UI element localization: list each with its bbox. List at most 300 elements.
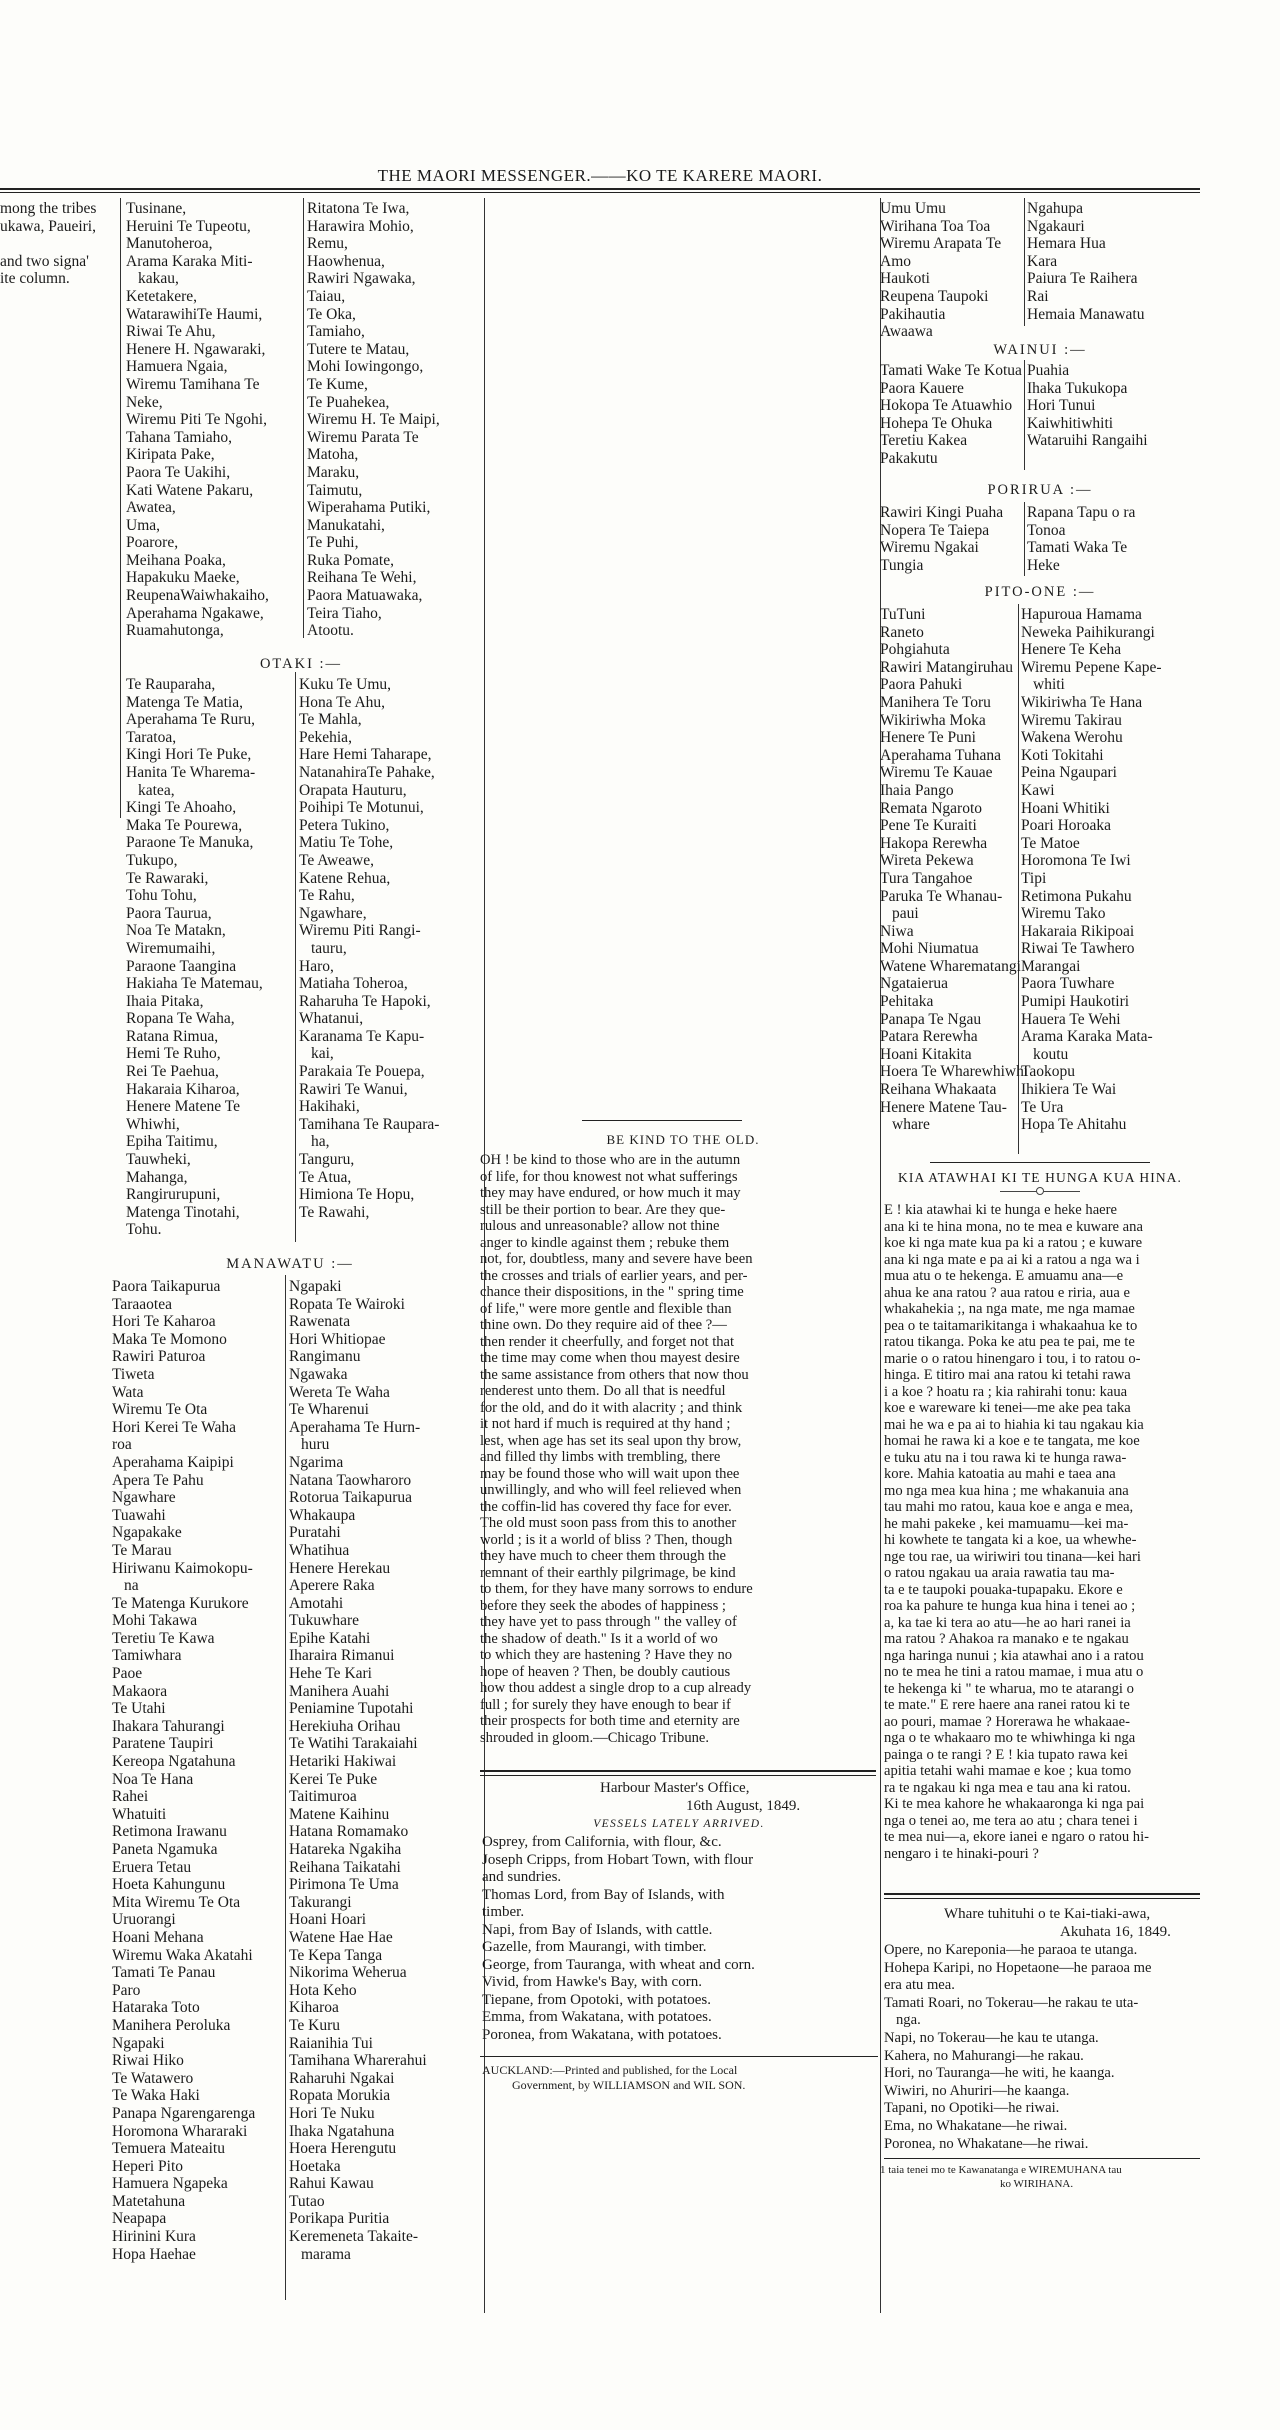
name-entry: Hoeta Kahungunu xyxy=(112,1876,226,1894)
name-entry: Apera Te Pahu xyxy=(112,1471,204,1489)
name-entry: Hori Te Nuku xyxy=(289,2104,375,2122)
name-entry: Paro xyxy=(112,1981,141,1999)
name-entry: Hoani Hoari xyxy=(289,1911,367,1929)
name-entry: Henere Matene Te xyxy=(126,1098,240,1116)
name-entry: Hoani Kitakita xyxy=(880,1045,972,1063)
article-title: BE KIND TO THE OLD. xyxy=(606,1132,760,1147)
name-entry: Matenga Tinotahi, xyxy=(126,1203,240,1221)
name-entry: kakau, xyxy=(138,270,179,288)
name-entry: Pehitaka xyxy=(880,993,934,1011)
name-entry: Karanama Te Kapu- xyxy=(299,1027,425,1045)
name-entry: Tukupo, xyxy=(126,851,178,869)
name-entry: na xyxy=(124,1577,139,1595)
article-line: for the old, and do it with alacrity ; and think xyxy=(480,1399,743,1416)
name-entry: Tohu Tohu, xyxy=(126,887,197,905)
name-entry: Ruka Pomate, xyxy=(307,551,394,569)
name-entry: ReupenaWaiwhakaiho, xyxy=(126,587,269,605)
name-entry: Matenga Te Matia, xyxy=(126,693,243,711)
kia-line: tau mahi mo ratou, kaua koe e anga e mea, xyxy=(884,1499,1134,1515)
vessel-entry: George, from Tauranga, with wheat and corn. xyxy=(482,1956,755,1973)
name-entry: Te Kepa Tanga xyxy=(289,1946,383,1964)
name-entry: Te Ura xyxy=(1021,1098,1064,1116)
name-entry: Wiremu Takirau xyxy=(1021,711,1122,729)
vessel-entry: Napi, no Tokerau—he kau te utanga. xyxy=(884,2029,1099,2046)
article-line: full ; for surely they have enough to bear if xyxy=(480,1696,731,1713)
names-list-right xyxy=(1027,200,1197,323)
kia-line: E ! kia atawhai ki te hunga e heke haere xyxy=(884,1202,1117,1218)
name-entry: Hatareka Ngakiha xyxy=(289,1841,402,1858)
name-entry: Aperahama Te Hurn- xyxy=(289,1418,421,1436)
name-entry: Aperahama Kaipipi xyxy=(112,1453,234,1471)
name-entry: Paora Kauere xyxy=(880,379,964,397)
kia-line: koe ki nga mate kua pa ki a ratou ; e kuware xyxy=(884,1235,1143,1251)
kia-line: hi kowhete te tangata ki a koe, ua whewhe- xyxy=(884,1532,1137,1548)
article-line: remnant of their earthly pilgrimage, be kind xyxy=(480,1564,736,1581)
imprint-right-line1: 1 taia tenei mo te Kawanatanga e WIREMUHANA tau xyxy=(880,2164,1122,2176)
article-line: not, for, doubtless, many and severe have been xyxy=(480,1251,753,1267)
fragment-line: ukawa, Paueiri, xyxy=(0,217,96,235)
name-entry: Kiripata Pake, xyxy=(126,446,215,464)
vessel-entry: Ema, no Whakatane—he riwai. xyxy=(884,2117,1068,2134)
kia-line: roa ka pahure te hunga kua hina i tenei ao ; xyxy=(884,1598,1136,1614)
name-entry: Ihaka Ngatahuna xyxy=(289,2122,395,2140)
name-entry: Te Watihi Tarakaiahi xyxy=(289,1735,418,1753)
name-entry: Te Puahekea, xyxy=(307,393,390,411)
name-entry: Hohepa Te Ohuka xyxy=(880,414,993,432)
name-entry: Mohi Niumatua xyxy=(880,940,979,958)
name-entry: Rawiri Te Wanui, xyxy=(299,1080,408,1098)
name-entry: Tamihana Wharerahui xyxy=(289,2052,427,2070)
wainui-list-right xyxy=(1027,362,1197,450)
name-entry: Kara xyxy=(1027,252,1058,270)
name-entry: Matoha, xyxy=(307,446,359,464)
kia-line: mai he wa e pa ai to hiahia ki tau ngakau kia xyxy=(884,1416,1144,1433)
vessel-entry: Opere, no Kareponia—he paraoa te utanga. xyxy=(884,1942,1138,1958)
name-entry: Whatuiti xyxy=(112,1805,167,1823)
name-entry: Matiaha Toheroa, xyxy=(299,975,408,993)
name-entry: Tura Tangahoe xyxy=(880,869,973,887)
article-line: chance their dispositions, in the " spring time xyxy=(480,1284,744,1300)
article-line: renderest unto them. Do all that is needful xyxy=(480,1383,726,1399)
name-entry: Mohi Takawa xyxy=(112,1612,198,1630)
vessel-entry: Tamati Roari, no Tokerau—he rakau te uta- xyxy=(884,1994,1139,2011)
section-rule xyxy=(930,1162,1150,1163)
kia-line: Ki te mea kahore he whakaaronga ki nga pai xyxy=(884,1796,1145,1812)
whare-date: Akuhata 16, 1849. xyxy=(1060,1924,1171,1940)
name-entry: Henere Te Puni xyxy=(880,729,976,747)
porirua-heading: PORIRUA :— xyxy=(987,482,1093,498)
name-entry: Hoani Mehana xyxy=(112,1928,204,1946)
article-line: it not hard if much is required at thy hand ; xyxy=(480,1416,731,1432)
otaki-list-right xyxy=(299,676,479,1221)
name-entry: Riwai Hiko xyxy=(112,2052,184,2070)
manawatu-list-right xyxy=(289,1278,477,2263)
name-entry: Hanita Te Wharema- xyxy=(126,763,256,781)
kia-line: mua atu o te hekenga. E amuamu ana—e xyxy=(884,1268,1124,1284)
name-entry: Manutoheroa, xyxy=(126,235,213,253)
name-entry: roa xyxy=(112,1436,132,1454)
name-entry: Ngawhare, xyxy=(299,904,367,922)
name-entry: Kereopa Ngatahuna xyxy=(112,1753,236,1771)
vessel-entry: Tiepane, from Opotoki, with potatoes. xyxy=(482,1991,712,2008)
kia-line: ana ki te hina mona, no te mea e kuware ana xyxy=(884,1218,1143,1235)
name-entry: Te Mahla, xyxy=(299,711,362,729)
name-entry: Aperahama Ngakawe, xyxy=(126,604,264,622)
wainui-heading: WAINUI :— xyxy=(993,342,1087,358)
name-entry: Hota Keho xyxy=(289,1981,357,1999)
name-entry: Teretiu Kakea xyxy=(880,432,968,450)
kia-line: te mate." E rere haere ana ranei ratou ki te xyxy=(884,1697,1130,1713)
name-entry: Paneta Ngamuka xyxy=(112,1841,218,1858)
name-entry: Ngarima xyxy=(289,1453,344,1471)
vessel-entry: Kahera, no Mahurangi—he rakau. xyxy=(884,2047,1084,2064)
name-entry: Rei Te Paehua, xyxy=(126,1063,219,1081)
name-entry: Uruorangi xyxy=(112,1911,176,1929)
name-entry: Wiremu Tamihana Te xyxy=(126,375,260,393)
name-entry: Nopera Te Taiepa xyxy=(880,521,990,539)
harbour-office: Harbour Master's Office, xyxy=(600,1780,750,1796)
name-entry: Poarore, xyxy=(126,534,179,552)
name-entry: Aperahama Te Ruru, xyxy=(126,711,256,729)
name-entry: Takurangi xyxy=(289,1893,352,1911)
name-entry: Raneto xyxy=(880,623,924,641)
name-entry: Wiremu H. Te Maipi, xyxy=(307,411,440,429)
name-entry: Horomona Whararaki xyxy=(112,2122,248,2140)
name-entry: Meihana Poaka, xyxy=(126,551,226,569)
article-line: OH ! be kind to those who are in the autumn xyxy=(480,1152,741,1168)
article-line: unwillingly, and who will feel relieved when xyxy=(480,1482,742,1498)
name-entry: Parakaia Te Pouepa, xyxy=(299,1063,425,1081)
vessel-entry: Vivid, from Hawke's Bay, with corn. xyxy=(482,1974,702,1990)
name-entry: Puahia xyxy=(1027,362,1070,379)
name-entry: Ropata Morukia xyxy=(289,2087,391,2105)
name-entry: Ngakauri xyxy=(1027,217,1085,235)
name-entry: Reihana Whakaata xyxy=(880,1081,997,1099)
name-entry: Te Rawaraki, xyxy=(126,869,209,887)
name-entry: Henere Te Keha xyxy=(1021,641,1122,659)
name-entry: Hakopa Rerewha xyxy=(880,834,988,852)
article-line: to which they are hastening ? Have they no xyxy=(480,1647,733,1663)
name-entry: Rawiri Ngawaka, xyxy=(307,270,416,288)
name-entry: Rangimanu xyxy=(289,1348,361,1366)
name-entry: Wiremu Tako xyxy=(1021,905,1106,923)
name-entry: Hemara Hua xyxy=(1027,235,1106,253)
name-entry: Tutao xyxy=(289,2192,325,2210)
name-entry: Tamiaho, xyxy=(307,323,365,341)
name-entry: Ketetakere, xyxy=(126,287,197,305)
name-entry: Henere Matene Tau- xyxy=(880,1098,1007,1116)
column-fragment xyxy=(0,200,120,288)
name-entry: Natana Taowharoro xyxy=(289,1471,412,1489)
name-entry: Orapata Hauturu, xyxy=(299,781,407,799)
name-entry: Tamati Wake Te Kotua xyxy=(880,362,1022,379)
name-entry: Panapa Te Ngau xyxy=(880,1010,982,1028)
name-entry: Whatihua xyxy=(289,1541,350,1559)
article-line: how thou addest a single drop to a cup already xyxy=(480,1680,752,1696)
name-entry: Puratahi xyxy=(289,1524,341,1542)
name-entry: Remu, xyxy=(307,235,348,253)
name-entry: Taraaotea xyxy=(112,1295,173,1313)
section-rule-thin xyxy=(480,1775,876,1776)
name-entry: Whatanui, xyxy=(299,1010,364,1028)
name-entry: Pumipi Haukotiri xyxy=(1021,993,1130,1011)
article-line: they have much to cheer them through the xyxy=(480,1548,726,1564)
name-entry: Hori Whitiopae xyxy=(289,1330,386,1348)
name-entry: Eruera Tetau xyxy=(112,1858,192,1876)
kia-line: a, ka tae ki tera ao atu—he ao hari ranei ia xyxy=(884,1614,1131,1631)
name-entry: Noa Te Matakn, xyxy=(126,922,226,940)
name-entry: Pene Te Kuraiti xyxy=(880,817,977,835)
name-entry: Maraku, xyxy=(307,463,360,481)
name-entry: Rangirurupuni, xyxy=(126,1186,221,1204)
name-entry: Wikiriwha Te Hana xyxy=(1021,693,1143,711)
name-entry: Hokopa Te Atuawhio xyxy=(880,397,1013,415)
name-entry: Te Marau xyxy=(112,1541,172,1559)
name-entry: TuTuni xyxy=(880,606,926,623)
name-entry: Paora Te Uakihi, xyxy=(126,463,231,481)
name-entry: Paiura Te Raihera xyxy=(1027,270,1138,288)
kia-line: te mea nui—a, ekore ianei e ngaro o ratou hi- xyxy=(884,1829,1150,1845)
name-entry: Wirihana Toa Toa xyxy=(880,217,991,235)
name-entry: Wiremu Waka Akatahi xyxy=(112,1946,253,1964)
name-entry: Tusinane, xyxy=(126,200,187,217)
kia-line: mo nga mea kua hina ; me whakanuia ana xyxy=(884,1482,1129,1499)
column-divider xyxy=(285,1275,286,2300)
name-entry: Paora Taikapurua xyxy=(112,1278,221,1295)
kia-line: nga o tenei ao, me tera ao atu ; chara tenei i xyxy=(884,1812,1138,1829)
name-entry: Te Watawero xyxy=(112,2069,194,2087)
name-entry: Whiwhi, xyxy=(126,1115,180,1133)
vessel-entry: Hohepa Karipi, no Hopetaone—he paraoa me xyxy=(884,1959,1152,1976)
kia-ornament xyxy=(1000,1187,1080,1195)
article-line: the coffin-lid has covered thy face for ever. xyxy=(480,1498,732,1515)
fragment-line: and two signa' xyxy=(0,252,89,270)
pitoone-list-right xyxy=(1021,606,1199,1134)
column-divider xyxy=(303,198,304,638)
name-entry: Peniamine Tupotahi xyxy=(289,1700,414,1718)
name-entry: Rahei xyxy=(112,1788,149,1806)
name-entry: NatanahiraTe Pahake, xyxy=(299,763,435,781)
name-entry: Tipi xyxy=(1021,869,1047,887)
name-entry: Wata xyxy=(112,1383,144,1401)
name-entry: Hare Hemi Taharape, xyxy=(299,746,432,764)
article-line: anger to kindle against them ; rebuke them xyxy=(480,1234,730,1251)
name-entry: Tohu. xyxy=(126,1221,162,1239)
kia-line: nga o te whakaaro mo te whiwhinga ki nga xyxy=(884,1730,1136,1746)
name-entry: Whakaupa xyxy=(289,1506,356,1524)
kia-line: painga o te rangi ? E ! kia tupato rawa kei xyxy=(884,1746,1128,1763)
name-entry: Te Kume, xyxy=(307,375,368,393)
fragment-line: mong the tribes xyxy=(0,200,97,217)
name-entry: Noa Te Hana xyxy=(112,1770,194,1788)
name-entry: Wiremu Pepene Kape- xyxy=(1021,658,1162,676)
name-entry: whiti xyxy=(1033,676,1065,694)
masthead-rule xyxy=(0,188,1200,190)
name-entry: Raharuhi Ngakai xyxy=(289,2069,395,2087)
name-entry: Matene Kaihinu xyxy=(289,1805,390,1823)
section-rule xyxy=(480,1770,876,1772)
name-entry: Rawiri Paturoa xyxy=(112,1348,206,1366)
name-entry: Taitimuroa xyxy=(289,1788,357,1806)
name-entry: Tutere te Matau, xyxy=(307,340,410,358)
imprint-line1: AUCKLAND:—Printed and published, for the Local xyxy=(482,2063,738,2077)
kia-line: nge tou rae, ua wiriwiri tou tinana—kei hari xyxy=(884,1548,1141,1565)
name-entry: Tukuwhare xyxy=(289,1612,360,1630)
name-entry: Watene Hae Hae xyxy=(289,1928,393,1946)
name-entry: Pakakutu xyxy=(880,449,938,467)
name-entry: Taratoa, xyxy=(126,728,177,746)
name-entry: Hopa Te Ahitahu xyxy=(1021,1116,1127,1134)
names-list-left xyxy=(880,200,1025,341)
name-entry: Retimona Pukahu xyxy=(1021,887,1132,905)
name-entry: Ihaia Pitaka, xyxy=(126,992,204,1010)
name-entry: Heke xyxy=(1027,556,1060,574)
name-entry: whare xyxy=(892,1116,930,1134)
article-line: the crosses and trials of earlier years, and per- xyxy=(480,1267,748,1284)
name-entry: Manukatahi, xyxy=(307,516,385,534)
name-entry: Kingi Te Ahoaho, xyxy=(126,799,237,817)
name-entry: Te Kuru xyxy=(289,2016,340,2034)
name-entry: Hopa Haehae xyxy=(112,2245,196,2263)
name-entry: Henere H. Ngawaraki, xyxy=(126,340,266,358)
vessel-entry: Poronea, no Whakatane—he riwai. xyxy=(884,2135,1089,2152)
name-entry: Pirimona Te Uma xyxy=(289,1876,399,1894)
name-entry: Watene Wharematangi xyxy=(880,957,1021,975)
harbour-subhead: VESSELS LATELY ARRIVED. xyxy=(593,1818,765,1830)
name-entry: Hauera Te Wehi xyxy=(1021,1010,1121,1028)
name-entry: Matiu Te Tohe, xyxy=(299,834,394,852)
article-line: before they seek the abodes of happiness ; xyxy=(480,1597,726,1614)
imprint-rule xyxy=(480,2056,878,2057)
name-entry: katea, xyxy=(138,781,175,799)
name-entry: Wiperahama Putiki, xyxy=(307,499,431,517)
kia-line: nga haringa nunui ; kia atawhai ano i a ratou xyxy=(884,1647,1144,1664)
name-entry: Manihera Te Toru xyxy=(880,693,991,711)
name-entry: Te Oka, xyxy=(307,305,356,323)
name-entry: Iharaira Rimanui xyxy=(289,1647,395,1665)
name-entry: Rotorua Taikapurua xyxy=(289,1489,413,1507)
article-rule xyxy=(582,1120,742,1121)
name-entry: Hetariki Hakiwai xyxy=(289,1753,397,1771)
whare-list xyxy=(884,1942,1200,2153)
name-entry: Tamati Te Panau xyxy=(112,1964,216,1982)
kia-line: hinga. E titiro mai ana ratou ki tetahi rawa xyxy=(884,1367,1131,1383)
name-entry: Paora Tuwhare xyxy=(1021,975,1115,993)
name-entry: Tamihana Te Raupara- xyxy=(299,1115,440,1133)
name-entry: Kuku Te Umu, xyxy=(299,676,392,693)
whare-title: Whare tuhituhi o te Kai-tiaki-awa, xyxy=(944,1906,1151,1922)
name-entry: Pohgiahuta xyxy=(880,641,950,659)
name-entry: Kati Watene Pakaru, xyxy=(126,481,254,499)
kia-line: nengaro i te hinaki-pouri ? xyxy=(884,1845,1039,1862)
name-entry: Uma, xyxy=(126,516,161,534)
porirua-list-left xyxy=(880,504,1025,574)
fragment-line: ite column. xyxy=(0,270,70,288)
kia-line: homai he rawa ki a koe e te tangata, me koe xyxy=(884,1433,1140,1449)
name-entry: Peina Ngaupari xyxy=(1021,764,1117,782)
article-line: they have yet to pass through " the valley of xyxy=(480,1614,737,1630)
name-entry: Kingi Hori Te Puke, xyxy=(126,746,252,764)
name-entry: Hona Te Ahu, xyxy=(299,693,386,711)
name-entry: Ngawaka xyxy=(289,1365,348,1383)
vessel-entry: Poronea, from Wakatana, with potatoes. xyxy=(482,2026,722,2043)
name-entry: Wiremumaihi, xyxy=(126,939,216,957)
name-entry: Te Waka Haki xyxy=(112,2087,200,2105)
name-entry: Te Rahu, xyxy=(299,887,355,905)
kia-line: no te mea he tini a ratou mamae, i mua atu o xyxy=(884,1664,1144,1680)
kia-line: ratou tikanga. Poka ke atu pea te pai, me te xyxy=(884,1334,1135,1350)
name-entry: Ngapaki xyxy=(289,1278,342,1295)
name-entry: Nikorima Weherua xyxy=(289,1964,407,1982)
name-entry: Teretiu Te Kawa xyxy=(112,1629,215,1647)
name-entry: Ngawhare xyxy=(112,1489,176,1507)
vessel-entry: Thomas Lord, from Bay of Islands, with xyxy=(482,1886,725,1903)
name-entry: Te Aweawe, xyxy=(299,851,374,869)
kia-body xyxy=(884,1202,1202,1862)
name-entry: Neapapa xyxy=(112,2210,167,2228)
name-entry: Henere Herekau xyxy=(289,1559,391,1577)
kia-line: kore. Mahia katoatia au mahi e taea ana xyxy=(884,1466,1116,1482)
name-entry: Himiona Te Hopu, xyxy=(299,1186,415,1204)
name-entry: kai, xyxy=(311,1045,334,1063)
names-list-left xyxy=(126,200,302,640)
masthead-rule-thin xyxy=(0,192,1200,193)
name-entry: Wiremu Parata Te xyxy=(307,428,419,446)
name-entry: Rahui Kawau xyxy=(289,2175,374,2193)
name-entry: Te Matenga Kurukore xyxy=(112,1594,249,1612)
name-entry: Reihana Taikatahi xyxy=(289,1858,401,1876)
name-entry: Riwai Te Ahu, xyxy=(126,323,216,341)
article-line: still be their portion to bear. Are they que- xyxy=(480,1201,726,1218)
name-entry: Haowhenua, xyxy=(307,252,385,270)
name-entry: Umu Umu xyxy=(880,200,946,217)
name-entry: Tiweta xyxy=(112,1365,155,1383)
kia-line: te hekenga ki " te wharua, mo te atarangi o xyxy=(884,1680,1134,1697)
name-entry: Epiha Taitimu, xyxy=(126,1133,218,1151)
article-line: hope of heaven ? Then, be doubly cautious xyxy=(480,1663,731,1680)
name-entry: Taokopu xyxy=(1021,1063,1076,1081)
article-line: then render it cheerfully, and forget not that xyxy=(480,1333,735,1350)
name-entry: Raianihia Tui xyxy=(289,2034,373,2052)
name-entry: Hakihaki, xyxy=(299,1098,360,1116)
section-rule xyxy=(884,1893,1200,1895)
name-entry: Hakaraia Rikipoai xyxy=(1021,922,1135,940)
otaki-list-left xyxy=(126,676,294,1239)
name-entry: Neweka Paihikurangi xyxy=(1021,623,1155,641)
name-entry: Hemi Te Ruho, xyxy=(126,1045,221,1063)
name-entry: Ropata Te Wairoki xyxy=(289,1295,405,1313)
name-entry: Hirinini Kura xyxy=(112,2228,196,2246)
name-entry: Arama Karaka Miti- xyxy=(126,252,253,270)
name-entry: Wataruihi Rangaihi xyxy=(1027,432,1148,450)
name-entry: Hataraka Toto xyxy=(112,1999,200,2017)
name-entry: Poihipi Te Motunui, xyxy=(299,799,424,817)
name-entry: ha, xyxy=(311,1133,330,1151)
name-entry: Rai xyxy=(1027,287,1049,305)
kia-line: he mahi pakeke , kei mamuamu—kei ma- xyxy=(884,1515,1129,1532)
name-entry: Manihera Peroluka xyxy=(112,2016,231,2034)
name-entry: Kaiwhitiwhiti xyxy=(1027,414,1114,432)
name-entry: Aperahama Tuhana xyxy=(880,746,1001,764)
name-entry: Paraone Te Manuka, xyxy=(126,834,254,852)
name-entry: Mohi Iowingongo, xyxy=(307,358,424,376)
name-entry: Heruini Te Tupeotu, xyxy=(126,217,251,235)
name-entry: Hori Kerei Te Waha xyxy=(112,1418,237,1436)
name-entry: Te Puhi, xyxy=(307,534,359,552)
name-entry: Ngataierua xyxy=(880,975,948,993)
article-line: lest, when age has set its seal upon thy brow, xyxy=(480,1432,742,1449)
name-entry: Koti Tokitahi xyxy=(1021,746,1104,764)
